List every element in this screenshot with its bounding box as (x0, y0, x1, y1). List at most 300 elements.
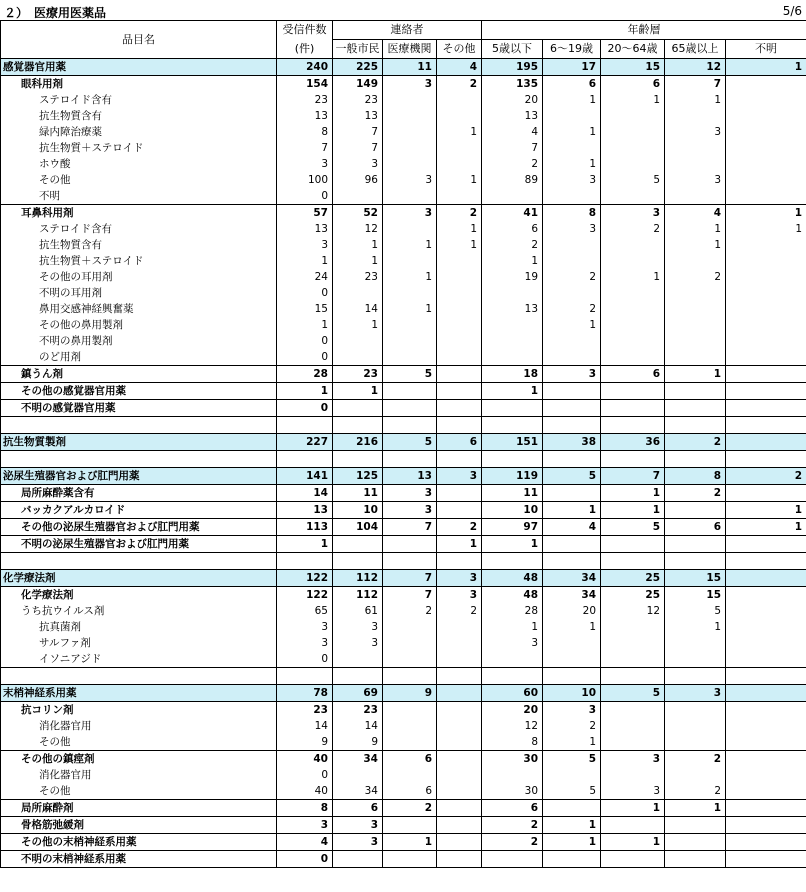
row-value: 1 (543, 502, 601, 519)
row-value (333, 553, 383, 570)
row-value (726, 172, 806, 188)
row-item-name: 抗生物質含有 (1, 108, 277, 124)
row-value (601, 651, 665, 668)
row-value: 1 (665, 237, 726, 253)
row-value (277, 668, 333, 685)
row-value (437, 269, 482, 285)
row-value (726, 253, 806, 269)
row-value (726, 317, 806, 333)
row-value (726, 434, 806, 451)
table-row (1, 635, 806, 651)
row-value (383, 140, 437, 156)
table-row (1, 124, 806, 140)
row-value (601, 301, 665, 317)
row-value: 1 (333, 383, 383, 400)
row-value: 3 (665, 124, 726, 140)
table-row (1, 783, 806, 800)
row-value (601, 451, 665, 468)
row-value: 2 (665, 485, 726, 502)
table-row (1, 468, 806, 485)
row-value (665, 317, 726, 333)
row-value: 3 (333, 635, 383, 651)
table-row (1, 156, 806, 172)
table-row (1, 400, 806, 417)
row-value (543, 188, 601, 205)
row-value (543, 108, 601, 124)
row-value (543, 417, 601, 434)
row-value (482, 400, 543, 417)
row-value: 1 (726, 221, 806, 237)
table-row (1, 76, 806, 93)
row-value: 13 (333, 108, 383, 124)
row-value (437, 734, 482, 751)
row-value (543, 451, 601, 468)
row-value (383, 734, 437, 751)
row-item-name: ホウ酸 (1, 156, 277, 172)
row-value (482, 651, 543, 668)
row-value (726, 834, 806, 851)
row-value (543, 851, 601, 868)
row-value: 1 (543, 734, 601, 751)
row-value: 8 (543, 205, 601, 222)
row-value: 61 (333, 603, 383, 619)
row-value: 65 (277, 603, 333, 619)
row-value (437, 834, 482, 851)
row-value (665, 718, 726, 734)
row-item-name: 耳鼻科用剤 (1, 205, 277, 222)
row-value: 5 (543, 751, 601, 768)
row-value (726, 767, 806, 783)
table-row (1, 834, 806, 851)
row-value: 15 (665, 587, 726, 604)
table-row (1, 333, 806, 349)
row-value (543, 140, 601, 156)
row-value (665, 702, 726, 719)
table-row (1, 301, 806, 317)
row-value (333, 767, 383, 783)
row-value: 1 (437, 237, 482, 253)
table-row (1, 519, 806, 536)
row-value (601, 718, 665, 734)
row-value (543, 635, 601, 651)
row-value (601, 851, 665, 868)
table-row (1, 434, 806, 451)
row-value (437, 451, 482, 468)
row-value: 1 (726, 519, 806, 536)
row-value (277, 451, 333, 468)
row-value: 1 (277, 383, 333, 400)
row-value: 6 (482, 221, 543, 237)
row-value (383, 553, 437, 570)
row-value: 0 (277, 651, 333, 668)
row-value (601, 124, 665, 140)
row-value (383, 188, 437, 205)
row-item-name: その他の鎮痙剤 (1, 751, 277, 768)
row-value (665, 333, 726, 349)
row-value: 112 (333, 570, 383, 587)
row-value: 2 (543, 718, 601, 734)
row-value (383, 668, 437, 685)
row-value: 3 (437, 570, 482, 587)
row-value: 11 (383, 59, 437, 76)
row-value: 1 (383, 834, 437, 851)
row-value (543, 651, 601, 668)
row-value: 5 (543, 468, 601, 485)
row-value: 20 (543, 603, 601, 619)
table-row (1, 570, 806, 587)
row-value: 7 (383, 519, 437, 536)
row-value: 23 (333, 92, 383, 108)
row-value (665, 767, 726, 783)
row-item-name: 消化器官用 (1, 767, 277, 783)
table-row (1, 800, 806, 817)
row-value (383, 851, 437, 868)
row-value (601, 253, 665, 269)
row-item-name: その他 (1, 734, 277, 751)
table-row (1, 237, 806, 253)
row-value (482, 553, 543, 570)
row-value (437, 783, 482, 800)
row-value: 1 (543, 619, 601, 635)
row-value (726, 570, 806, 587)
row-value: 10 (543, 685, 601, 702)
row-value (601, 237, 665, 253)
header-age-col: 5歳以下 (482, 40, 543, 59)
row-value: 1 (543, 834, 601, 851)
row-value: 149 (333, 76, 383, 93)
row-item-name: 不明 (1, 188, 277, 205)
row-value (726, 124, 806, 140)
row-value: 122 (277, 570, 333, 587)
row-value: 23 (277, 702, 333, 719)
row-item-name: 泌尿生殖器官および肛門用薬 (1, 468, 277, 485)
row-value (601, 817, 665, 834)
row-value (482, 417, 543, 434)
row-value: 1 (383, 269, 437, 285)
row-value (665, 383, 726, 400)
row-value: 9 (277, 734, 333, 751)
table-row (1, 553, 806, 570)
row-value: 2 (665, 751, 726, 768)
row-value: 3 (277, 817, 333, 834)
row-value (726, 783, 806, 800)
row-value: 2 (726, 468, 806, 485)
row-value (726, 417, 806, 434)
row-value (665, 553, 726, 570)
row-value (383, 285, 437, 301)
row-value (437, 685, 482, 702)
row-value (665, 536, 726, 553)
row-value (482, 767, 543, 783)
row-value (437, 718, 482, 734)
row-value: 1 (543, 156, 601, 172)
row-value: 1 (383, 237, 437, 253)
row-value (726, 603, 806, 619)
row-value: 17 (543, 59, 601, 76)
table-row (1, 502, 806, 519)
row-value (601, 734, 665, 751)
row-value: 25 (601, 570, 665, 587)
table-row (1, 140, 806, 156)
row-value: 2 (665, 269, 726, 285)
row-value (437, 619, 482, 635)
row-value (726, 156, 806, 172)
row-value (601, 400, 665, 417)
row-item-name: 鼻用交感神経興奮薬 (1, 301, 277, 317)
row-value: 6 (543, 76, 601, 93)
row-value (543, 553, 601, 570)
row-value: 3 (333, 619, 383, 635)
row-value (543, 349, 601, 366)
row-value: 34 (333, 751, 383, 768)
row-value: 3 (383, 205, 437, 222)
row-value (383, 124, 437, 140)
row-value: 1 (277, 317, 333, 333)
table-row (1, 702, 806, 719)
row-value (601, 383, 665, 400)
row-value (543, 767, 601, 783)
row-value (726, 451, 806, 468)
row-value: 7 (277, 140, 333, 156)
row-value (601, 349, 665, 366)
row-value (383, 536, 437, 553)
row-value (665, 140, 726, 156)
row-value: 48 (482, 570, 543, 587)
row-value (726, 76, 806, 93)
row-value (665, 734, 726, 751)
row-value: 225 (333, 59, 383, 76)
row-value (437, 668, 482, 685)
row-value (601, 767, 665, 783)
row-value (665, 451, 726, 468)
row-value (726, 383, 806, 400)
row-value: 4 (665, 205, 726, 222)
row-value (437, 140, 482, 156)
row-value (543, 383, 601, 400)
row-value: 1 (665, 366, 726, 383)
row-value: 151 (482, 434, 543, 451)
row-value: 9 (383, 685, 437, 702)
row-value (383, 333, 437, 349)
row-value (333, 333, 383, 349)
row-value: 24 (277, 269, 333, 285)
row-value: 3 (543, 366, 601, 383)
row-value (601, 553, 665, 570)
row-value (333, 536, 383, 553)
row-value (601, 156, 665, 172)
row-value: 60 (482, 685, 543, 702)
row-value (437, 349, 482, 366)
row-value: 0 (277, 333, 333, 349)
row-value (726, 668, 806, 685)
row-value: 1 (601, 800, 665, 817)
row-value: 1 (437, 221, 482, 237)
row-value (601, 188, 665, 205)
row-value: 5 (543, 783, 601, 800)
row-value: 1 (437, 172, 482, 188)
row-value (437, 253, 482, 269)
row-value (665, 817, 726, 834)
row-value (333, 188, 383, 205)
row-item-name: 抗真菌剤 (1, 619, 277, 635)
row-value: 227 (277, 434, 333, 451)
row-value: 1 (277, 253, 333, 269)
table-row (1, 366, 806, 383)
row-value: 3 (601, 783, 665, 800)
table-row (1, 221, 806, 237)
row-value (437, 301, 482, 317)
row-value (601, 333, 665, 349)
row-item-name: 末梢神経系用薬 (1, 685, 277, 702)
row-value: 6 (383, 751, 437, 768)
row-item-name: のど用剤 (1, 349, 277, 366)
row-item-name: その他の耳用剤 (1, 269, 277, 285)
row-value: 1 (437, 124, 482, 140)
row-value (437, 817, 482, 834)
row-value (665, 851, 726, 868)
row-value: 3 (277, 635, 333, 651)
row-item-name: その他の泌尿生殖器官および肛門用薬 (1, 519, 277, 536)
row-value (437, 285, 482, 301)
row-value (383, 400, 437, 417)
row-value (726, 188, 806, 205)
row-value: 1 (601, 269, 665, 285)
row-value: 23 (333, 269, 383, 285)
row-value: 6 (383, 783, 437, 800)
row-value: 12 (482, 718, 543, 734)
row-value (277, 417, 333, 434)
row-value: 1 (333, 253, 383, 269)
row-value (726, 587, 806, 604)
row-value (726, 817, 806, 834)
table-row (1, 269, 806, 285)
row-value (601, 140, 665, 156)
row-item-name: 局所麻酔剤 (1, 800, 277, 817)
row-value: 2 (437, 603, 482, 619)
row-value (726, 140, 806, 156)
row-value: 113 (277, 519, 333, 536)
row-value (601, 668, 665, 685)
row-value: 7 (383, 587, 437, 604)
row-value (437, 188, 482, 205)
row-value: 2 (601, 221, 665, 237)
row-value: 48 (482, 587, 543, 604)
row-item-name: サルファ剤 (1, 635, 277, 651)
row-value: 104 (333, 519, 383, 536)
row-value (437, 702, 482, 719)
row-value: 78 (277, 685, 333, 702)
row-value: 119 (482, 468, 543, 485)
row-value: 5 (383, 434, 437, 451)
row-item-name: その他の感覚器官用薬 (1, 383, 277, 400)
row-value: 3 (437, 587, 482, 604)
row-value (437, 333, 482, 349)
row-value: 100 (277, 172, 333, 188)
row-value (482, 333, 543, 349)
row-item-name: 不明の耳用剤 (1, 285, 277, 301)
row-value (543, 800, 601, 817)
row-item-name: 化学療法剤 (1, 570, 277, 587)
row-value: 1 (543, 317, 601, 333)
row-value: 3 (665, 172, 726, 188)
row-value: 7 (665, 76, 726, 93)
table-row (1, 767, 806, 783)
row-value: 3 (277, 156, 333, 172)
row-value: 7 (333, 140, 383, 156)
row-value: 34 (543, 570, 601, 587)
row-value (665, 253, 726, 269)
row-value: 2 (437, 76, 482, 93)
row-value: 14 (277, 718, 333, 734)
row-value (726, 333, 806, 349)
table-row (1, 651, 806, 668)
row-value: 3 (333, 834, 383, 851)
row-value (665, 668, 726, 685)
row-value (482, 349, 543, 366)
table-row (1, 172, 806, 188)
row-value: 14 (333, 718, 383, 734)
row-value (383, 718, 437, 734)
row-value: 2 (383, 603, 437, 619)
row-value: 141 (277, 468, 333, 485)
row-value: 28 (277, 366, 333, 383)
row-value (383, 221, 437, 237)
row-value (543, 237, 601, 253)
row-value: 1 (543, 92, 601, 108)
row-value: 7 (601, 468, 665, 485)
row-value (601, 317, 665, 333)
row-value (726, 651, 806, 668)
row-value (543, 400, 601, 417)
row-value (543, 536, 601, 553)
row-value (437, 651, 482, 668)
table-row (1, 668, 806, 685)
row-value: 3 (333, 156, 383, 172)
row-value (383, 451, 437, 468)
header-count-unit: (件) (277, 40, 333, 59)
row-value: 5 (665, 603, 726, 619)
row-value (383, 383, 437, 400)
row-value (726, 751, 806, 768)
row-value: 0 (277, 349, 333, 366)
row-value: 1 (543, 124, 601, 140)
row-value: 4 (482, 124, 543, 140)
row-value: 3 (437, 468, 482, 485)
table-row (1, 587, 806, 604)
row-value (665, 108, 726, 124)
row-value (665, 502, 726, 519)
table-row (1, 59, 806, 76)
row-value (482, 851, 543, 868)
row-value: 1 (726, 502, 806, 519)
table-row (1, 751, 806, 768)
row-value: 1 (665, 800, 726, 817)
row-value: 96 (333, 172, 383, 188)
row-value: 15 (601, 59, 665, 76)
row-value: 1 (277, 536, 333, 553)
table-row (1, 685, 806, 702)
row-item-name (1, 451, 277, 468)
table-row (1, 108, 806, 124)
row-value: 36 (601, 434, 665, 451)
row-value: 15 (665, 570, 726, 587)
table-row (1, 718, 806, 734)
row-value: 112 (333, 587, 383, 604)
row-value: 2 (665, 434, 726, 451)
row-value (333, 851, 383, 868)
row-value: 1 (665, 619, 726, 635)
row-value (333, 651, 383, 668)
